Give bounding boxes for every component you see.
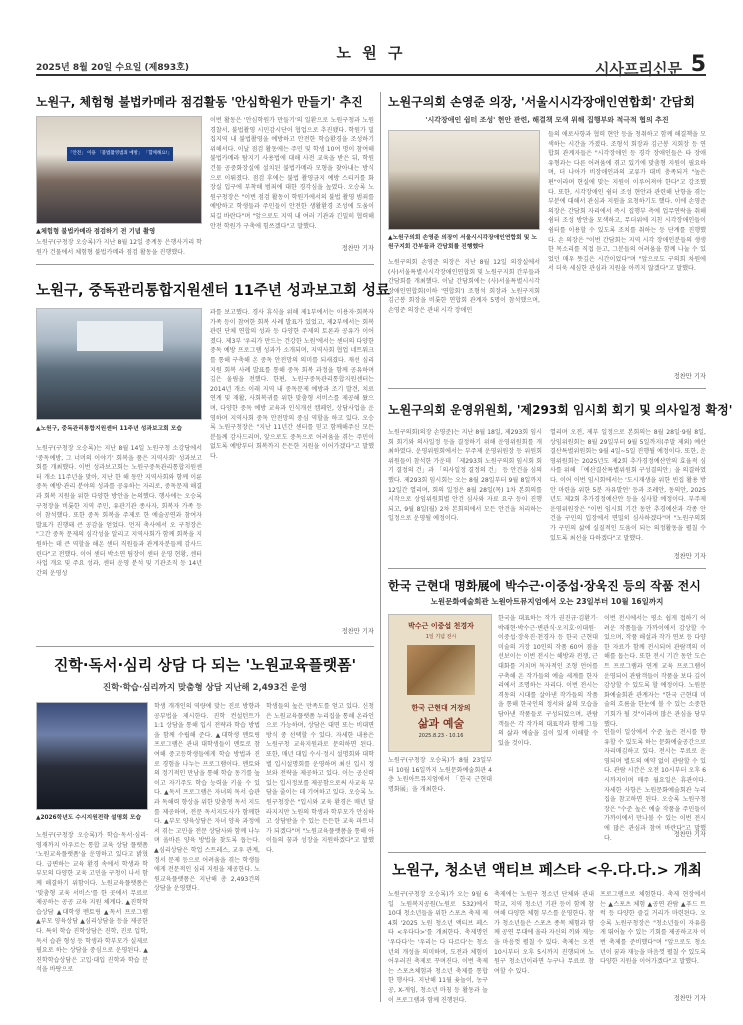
article-modern-art-exhibition <box>388 578 706 840</box>
article-body-left: 노원구(구청장 오승록)가 오는 9월 6일 노원복지공원(노원로 532)에서 10대 청소년들을 위한 스포츠 축제 제4회 '2025 노원 청소년 액티브 페스타 <우다다>'를 개최한다. 축제명인 '우다다'는 '우리는 다 다르다'는 청소년의 개성을 의미하며, 도전과 체험이 어우러진 축제로 꾸며진다. 이번 축제는 스포츠체험과 청소년 축제를 통합한 행사다. 지난해 11월 윷놀이, 농구공, X-게임, 청소년 마칭 등 활동과 놀이 프로그램과 함께 진행된다. <box>388 891 488 1004</box>
article-divider <box>388 388 706 389</box>
article-body-right: 들의 애로사항과 협력 현안 등을 청취하고 함께 해결책을 모색하는 시간을 가졌다. 조형석 회장과 김근봉 지회장 등 연합회 관계자들은 "시각장애인 등 경각 장애인들은 타 장애 유형과는 다른 어려움에 겪고 있기에 맞춤형 지원이 필요하며, 더 나아가 비장애인과의 교류가 대비 충족되거 "높은 편"이라며 현실에 맞는 지원이 이루어져야 한다"고 강조했다. 또한, 시각장애인 쉼터 조성 현안과 관련해 난항을 겪는 부분에 대해서 관심과 지원을 요청하기도 했다. 이에 손영준 의장은 간담회 자리에서 즉시 집행부 측에 업무연락을 취해 쉼터 조성 방안을 모색하고, 무더위에 지친 시각장애인들이 쉼터를 이용할 수 있도록 조치를 취하는 등 단계를 진행했다. 손 의장은 "이번 간담회는 지역 시각 장애인분들의 생생한 목소리를 직접 듣고, 그분들의 어려움을 함께 나눌 수 있었던 매우 뜻깊은 시간이었다"며 "앞으로도 구의회 차원에서 더욱 세심한 관심과 지원을 아끼지 않겠다"고 말했다. <box>548 131 706 273</box>
article-addiction-center <box>36 282 391 642</box>
article-title: 노원구, 청소년 액티브 페스타 <우.다.다.> 개최 <box>392 863 702 879</box>
column-divider <box>380 92 381 1002</box>
poster-art <box>407 645 475 695</box>
article-education-platform <box>36 656 374 1006</box>
article-body-right: 열리며 오전, 제부 일정으로 본회의는 8월 28일·9월 8일, 상임위원회는 8월 29일부터 9월 5일까지(주말 제외) 예산결산특별위원회는 9월 4일~5일 진행될 예정이다. 또한, 운영위원회는 2025년도 제2회 추가경정예산안의 효율적 심사를 위해 「예산결산특별위원회 구성결의안」을 의결하였다. 이어 이번 임시회에서는 '도시재생을 위한 빈집 활용 방안 마련을 위한 5분 자유발언' 등과 조례안, 동의안, 2025년도 제2회 추가경정예산안 등을 심사할 예정이다. 부주제 운영위원장은 "이번 임시회 기간 동안 추경예산과 각종 안건을 구민의 입장에서 면밀히 심사하겠다"며 "노원구의회가 구민의 삶에 실질적인 도움이 되는 의정활동을 펼칠 수 있도록 최선을 다하겠다"고 말했다. <box>550 429 706 542</box>
page-number: 5 <box>690 52 706 77</box>
poster-headline-2: 삶과 예술 <box>417 717 465 730</box>
section-title: 노 원 구 <box>336 44 406 62</box>
photo-caption: ▲노원구, 중독관리통합지원센터 11주년 성과보고회 모습 <box>36 426 182 432</box>
byline: 정찬만 기자 <box>341 245 374 252</box>
article-title: 노원구, 체험형 불법카메라 점검활동 '안심학원가 만들기' 추진 <box>36 95 363 109</box>
article-body-right: 이번 활동은 '안심학원가 만들기'의 일환으로 노원구청과 노원경찰서, 불법촬영 시민감시단이 협업으로 추진됐다. 학원가 밀집지역 내 불법촬영을 예방하고 안전한 학습환경을 조성하기 위해서다. 이날 점검 활동에는 주민 및 학생 10여 명이 참여해 불법카메라 탐지기 사용법에 대해 사전 교육을 받은 뒤, 학원 건물 공중화장실에 설치된 불법카메라 모형을 찾아내는 방식으로 이뤄졌다. 점검 후에는 불법 촬영금지 예방 스티커를 화장실 입구에 부착해 범죄에 대한 경각심을 높였다. 오승록 노원구청장은 "이번 점검 활동이 학원가에서의 불법 촬영 범죄를 예방하고 학생들과 주민들이 안전한 생활환경 조성에 도움이 되길 바란다"며 "앞으로도 지역 내 여러 기관과 긴밀히 협력해 안전 학원가 구축에 힘쓰겠다"고 말했다. <box>210 117 374 230</box>
article-body-middle: 축제에는 노원구 청소년 단체와 관내 학교, 지역 청소년 기관 등이 함께 참여해 다양한 체험 부스를 운영한다. 참가 청소년들은 스포츠 종목 체험과 함께 공연 무대에 올라 자신의 끼와 재능을 마음껏 펼칠 수 있다. 축제는 오전 10시부터 오후 5시까지 진행되며 노원구 청소년이라면 누구나 무료로 참여할 수 있다. <box>494 891 594 975</box>
poster-artists: 박수근 이중섭 천경자 <box>408 622 474 630</box>
issue-date: 2025년 8월 20일 수요일 (제893호) <box>36 63 189 73</box>
article-divider <box>388 568 706 569</box>
photo-education-seminar <box>36 702 148 810</box>
article-body-col1: 한국을 대표하는 작가 권진규·김환기·박래현·박수근·변관식·오지호·이대원·이중섭·장욱진·천경자 등 한국 근현대 미술의 거장 10인의 작품 60여 점을 선보이는 이번 전시는 해방과 전쟁, 근대화를 거치며 독자적인 조형 언어를 구축해 온 작가들의 예술 세계를 한자리에서 조명하는 자리다. 이번 전시는 격동의 시대를 살아낸 작가들의 작품을 통해 한국인의 정서와 삶의 모습을 담아낸 작품들로 구성되었으며, 관람객들은 각 작가의 대표작과 함께 그들의 삶과 예술을 깊이 있게 이해할 수 있을 것이다. <box>498 615 598 747</box>
photo-caption: ▲체험형 불법카메라 점검하기 전 기념 촬영 <box>36 228 156 235</box>
article-visually-impaired <box>388 94 706 384</box>
article-council-session <box>388 402 733 564</box>
photo-caption: ▲노원구의회 손영준 의장이 서울시시각장애인연합회 및 노원구지회 간부들과 간담회를 진행했다 <box>388 235 537 250</box>
article-illegal-camera <box>36 94 374 259</box>
article-body-col2: 이번 전시에서는 평소 쉽게 접하기 어려운 작품들을 가까이에서 감상할 수 있으며, 작품 해설과 작가 연보 등 다양한 자료가 함께 전시되어 관람객의 이해를 돕는다. 또한 전시 기간 동안 도슨트 프로그램과 연계 교육 프로그램이 운영되어 관람객들이 작품을 보다 깊이 감상할 수 있도록 할 예정이다. 노원문화예술회관 관계자는 "한국 근현대 미술의 흐름을 한눈에 볼 수 있는 소중한 기회가 될 것"이라며 많은 관심을 당부했다. <box>604 615 706 728</box>
poster-dates: 2025.8.23 - 10.16 <box>418 733 464 739</box>
poster-tag: 1일 기념 전시 <box>425 634 457 640</box>
header-rule <box>36 74 706 76</box>
photo-camera-inspection <box>36 116 202 224</box>
photo-caption: 노원구(구청장 오승록)가 8월 23일부터 10월 16일까지 노원문화예술회관 4층 노원아트뮤지엄에서 「한국 근현대 명화展」을 개최한다. <box>388 757 492 793</box>
photo-caption: ▲2026학년도 수시지원전략 설명회 모습 <box>36 815 142 821</box>
article-title: 한국 근현대 명화展에 박수근·이중섭·장욱진 등의 작품 전시 <box>388 579 701 593</box>
article-body-left: 노원구(구청장 오승록)가 지난 8월 12일 중계동 은행사거리 학원가 건물에서 체험형 불법카메라 점검 활동을 진행했다. <box>36 239 202 256</box>
article-divider <box>36 646 374 647</box>
article-body-left: 노원구의회 손영준 의장은 지난 8월 12일 의장실에서 (사)서울특별시시각장애인연합회 및 노원구지회 간부들과 간담회를 개최했다. 이날 간담회에는 (사)서울특별시시각장애인연합회(이하 '연합회') 조형석 회장과 노원구지회 김근봉 회장을 비롯한 연합회 관계자 5명이 참석했으며, 손영준 의장은 관내 시각 장애인 <box>388 259 540 314</box>
article-subtitle: 진학·학습·심리까지 맞춤형 상담 지난해 2,493건 운영 <box>102 683 308 693</box>
byline: 정찬만 기자 <box>673 831 706 838</box>
article-body-left: 노원구(구청장 오승록)가 학습·독서·심리·영재까지 아우르는 통합 교육 상담 플랫폼 '노원교육플랫폼'을 운영하고 있다고 밝혔다. 급변하는 교육 환경 속에서 학생과 학부모의 다양한 교육 고민을 구청이 나서 함께 해결하기 위함이다. 노원교육플랫폼은 '맞춤형 교육 서비스'를 한 곳에서 무료로 제공하는 공공 교육 지원 체계다. ▲진학학습상담 ▲대학생 멘토링 ▲독서 프로그램 ▲부모 양육상담 ▲심리상담을 등을 제공한다. 특히 학습 진학상담은 진학, 진로 입학, 독서 습관 형성 등 학생과 학부모가 실제로 필요로 하는 상담을 중심으로 운영된다. ▲진학학습상담은 고입·대입 진학과 학습 분석을 바탕으로 <box>36 832 148 974</box>
article-body-right: 프로그램으로 체험한다. 축제 현장에서는 ▲스포츠 체험 ▲공연 관람 ▲푸드 트럭 등 다양한 즐길 거리가 마련된다. 오승록 노원구청장은 "청소년들이 자유롭게 뛰어놀 수 있는 기회를 제공하고자 이번 축제를 준비했다"며 "앞으로도 청소년이 꿈과 재능을 마음껏 펼칠 수 있도록 다양한 지원을 이어가겠다"고 말했다. <box>600 891 706 966</box>
article-body-middle: 학생 개개인의 역량에 맞는 진로 방향과 공부법을 제시한다. 진학 컨설턴트가 1:1 상담을 통해 입시 전략과 학습 방법을 함께 수립해 준다. ▲대학생 멘토링 프로그램은 관내 대학생들이 멘토로 참여해 중고등학생들에게 학습 방법과 진로 경험을 나누는 프로그램이다. 멘토와의 정기적인 만남을 통해 학습 동기를 높이고 자기주도 학습 능력을 키울 수 있다. ▲독서 프로그램은 자녀의 독서 습관과 독해력 향상을 위한 맞춤형 독서 지도를 제공하며, 전문 독서지도사가 함께한다. ▲부모 양육상담은 자녀 양육 과정에서 겪는 고민을 전문 상담사와 함께 나누며 올바른 양육 방법을 찾도록 돕는다. ▲심리상담은 학업 스트레스, 교우 관계, 정서 문제 등으로 어려움을 겪는 학생들에게 전문적인 심리 지원을 제공한다. 노원교육플랫폼은 지난해 총 2,493건의 상담을 운영했다. <box>154 703 260 893</box>
page-header <box>36 38 706 88</box>
exhibition-poster <box>388 614 492 752</box>
article-youth-festa <box>388 862 706 1004</box>
photo-addiction-report <box>36 308 202 420</box>
byline: 정찬만 기자 <box>341 628 374 635</box>
photo-council-meeting <box>388 130 540 230</box>
article-body-left: 노원구(구청장 오승록)는 지난 8월 14일 노원구청 소강당에서 '중독예방, 그 너머의 이야기' 회복을 품은 지역사회' 성과보고회를 개최했다. 이번 성과보고회는 노원구중독관리통합지원센터 개소 11주년을 맞아, 지난 한 해 동안 지역사회와 함께 이룬 중독 예방·관리 분야의 성과를 공유하는 자리로, 중독문제 해결과 회복 지원을 위한 다양한 방안을 논의했다. 행사에는 오승록 구청장을 비롯한 지역 주민, 유관기관 종사자, 회복자 가족 등이 참석했다. 또한 중독 회복을 주제로 한 예술공연과 참여자 발표가 진행돼 큰 공감을 얻었다. 먼저 축사에서 오 구청장은 "그간 중독 문제의 심각성을 알리고 지역사회가 함께 회복을 지원하는 데 큰 역할을 해온 센터 직원들과 관계자분들께 감사드린다"고 전했다. 이어 센터 박소연 팀장이 센터 운영 현황, 센터 사업 개요 및 주요 성과, 센터 운영 분석 및 기관조직 등 14년간의 운영성 <box>36 445 202 577</box>
article-divider <box>388 852 706 853</box>
article-body-right: 학생들의 높은 만족도를 얻고 있다. 신청은 노원교육플랫폼 누리집을 통해 온라인으로 가능하며, 상담은 대면 또는 비대면 방식 중 선택할 수 있다. 자세한 내용은 노원구청 교육지원과로 문의하면 된다. 또한, 매년 대입 수시·정시 설명회와 대학별 입시설명회를 운영하며 최신 입시 정보와 전략을 제공하고 있다. 이는 공신력 있는 입시정보를 제공함으로써 사교육 부담을 줄이는 데 기여하고 있다. 오승록 노원구청장은 "입시와 교육 환경은 매년 달라지지만 노원의 학생과 학부모가 안심하고 상담받을 수 있는 든든한 교육 파트너가 되겠다"며 "노원교육플랫폼을 통해 아이들의 꿈과 성장을 지원하겠다"고 말했다. <box>266 703 374 854</box>
article-body-right: 과를 보고했다. 경사 휴식을 위해 제1부에서는 이용자·회복자 가족 등이 참여한 회복 사례 발표가 있었고, 제2부에서는 회복 관련 단체 연합의 성과 등 다양한 주제의 토론과 공유가 이어졌다. 제3부 '우리가 만드는 건강한 노원'에서는 센터의 다양한 중독 예방 프로그램 성과가 소개되며, 지역사회 협업 네트워크를 통해 구축해 온 중독 안전망의 의미를 되새겼다. 재선 심리 지원 회복 사례 발표를 통해 중독 회복 과정을 함께 공유하며 깊은 울림을 전했다. 한편, 노원구중독관리통합지원센터는 2014년 개소 이래 지역 내 중독문제 예방과 조기 발견, 치료 연계 및 재활, 사회복귀를 위한 맞춤형 서비스를 제공해 왔으며, 다양한 중독 예방 교육과 인식개선 캠페인, 상담사업을 운영하며 지역사회 중독 안전망의 중심 역할을 하고 있다. 오승록 노원구청장은 "지난 11년간 센터를 믿고 함께해주신 모든 분들께 감사드리며, 앞으로도 중독으로 어려움을 겪는 주민이 없도록 예방부터 회복까지 든든한 지원을 이어가겠다"고 말했다. <box>210 309 375 460</box>
byline: 정찬만 기자 <box>673 995 706 1002</box>
stage-screen <box>77 321 163 351</box>
byline: 정찬만 기자 <box>673 373 706 380</box>
article-subtitle: '시각장애인 쉼터 조성' 현안 관련, 해결책 모색 위해 집행부와 적극적 협의 추진 <box>425 116 669 124</box>
byline: 정찬만 기자 <box>673 553 706 560</box>
article-subtitle: 노원문화예술회관 노원아트뮤지엄에서 오는 23일부터 10월 16일까지 <box>430 597 664 606</box>
article-title: 노원구, 중독관리통합지원센터 11주년 성과보고회 성료 <box>36 283 391 299</box>
article-body-left: 노원구의회(의장 손영준)는 지난 8월 18일, 제293회 임시회 회기와 의사일정 등을 결정하기 위해 운영위원회를 개최하였다. 운영위원회에서는 부주제 운영위원장 등 위원회 위원들이 참석한 가운데 「제293회 노원구의회 임시회 회기 결정의 건」과 「의사일정 결정의 건」 등 안건을 심의했다. 제293회 임시회는 오는 8월 28일부터 9월 8일까지 12일간 열리며, 회의 일정은 8월 28일(목) 1차 본회의를 시작으로 상임위원회별 안건 심사와 자료 요구 등이 진행되고, 9월 8일(월) 2차 본회의에서 모든 안건을 처리하는 일정으로 운영될 예정이다. <box>388 429 542 523</box>
photo-banner: 「안전」 이용 「불법촬영범죄 예방」 「함께해요!」 <box>67 147 173 161</box>
article-title: 노원구의회 운영위원회, '제293회 임시회 회기 및 의사일정 확정' <box>388 403 733 417</box>
newspaper-name: 시사프리신문 <box>595 60 682 78</box>
article-title: 진학·독서·심리 상담 다 되는 '노원교육플랫폼' <box>53 656 357 674</box>
article-body-col3: 인들이 일상에서 수준 높은 전시를 향유할 수 있도록 하는 문화예술공간으로 자리매김하고 있다. 전시는 무료로 운영되며 별도의 예약 없이 관람할 수 있다. 관람 시간은 오전 10시부터 오후 6시까지이며 매주 월요일은 휴관이다. 자세한 사항은 노원문화예술회관 누리집을 참고하면 된다. 오승록 노원구청장은 "수준 높은 예술 작품을 주민들이 가까이에서 만나볼 수 있는 이번 전시에 많은 관심과 참여 바란다"고 말했다. <box>604 729 706 842</box>
article-title: 노원구의회 손영준 의장, '서울시시각장애인연합회' 간담회 <box>388 95 695 109</box>
article-divider <box>36 264 374 265</box>
poster-headline: 한국 근현대 거장의 <box>411 704 471 712</box>
